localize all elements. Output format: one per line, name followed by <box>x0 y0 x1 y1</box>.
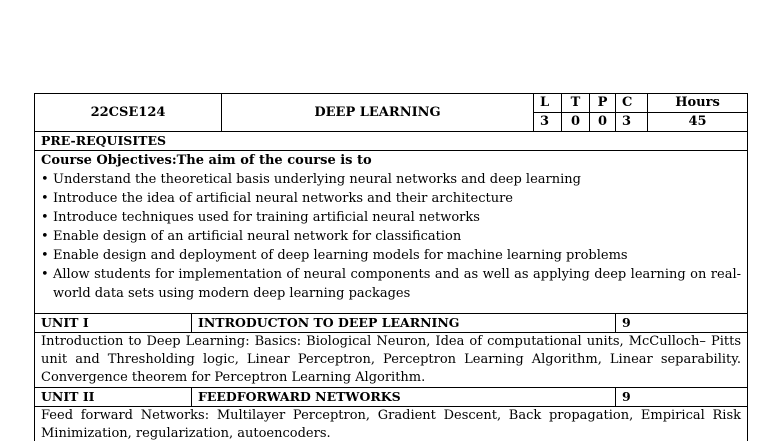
objective-item: • Understand the theoretical basis underlying neural networks and deep learning <box>41 170 741 189</box>
ltpc-header-p: P <box>590 94 616 113</box>
objective-item: • Enable design and deployment of deep learning models for machine learning problems <box>41 246 741 265</box>
unit-2-label: UNIT II <box>35 388 192 407</box>
course-code: 22CSE124 <box>35 94 222 132</box>
unit-2-title: FEEDFORWARD NETWORKS <box>192 388 616 407</box>
prerequisites-label: PRE-REQUISITES <box>35 132 748 151</box>
ltpc-value-p: 0 <box>590 113 616 132</box>
hours-header: Hours <box>648 94 748 113</box>
unit-1-content: Introduction to Deep Learning: Basics: Biological Neuron, Idea of computational units, McCulloch– Pitts unit and Thresholding logic, Linear Perceptron, Perceptron Learning Algorithm, Linear separability. Convergence theorem for Perceptron Learning Algorithm. <box>35 333 748 388</box>
unit-2-content: Feed forward Networks: Multilayer Perceptron, Gradient Descent, Back propagation, Empirical Risk Minimization, regularization, autoencoders. <box>35 407 748 441</box>
unit-1-label: UNIT I <box>35 314 192 333</box>
objective-item: • Enable design of an artificial neural network for classification <box>41 227 741 246</box>
ltpc-value-l: 3 <box>534 113 562 132</box>
objectives-list <box>41 170 741 303</box>
unit-1-hours: 9 <box>616 314 748 333</box>
objective-item: • Allow students for implementation of neural components and as well as applying deep learning on real-world data sets using modern deep learning packages <box>41 265 741 303</box>
ltpc-value-c: 3 <box>616 113 648 132</box>
ltpc-header-l: L <box>534 94 562 113</box>
objective-item: • Introduce techniques used for training artificial neural networks <box>41 208 741 227</box>
objective-item: • Introduce the idea of artificial neural networks and their architecture <box>41 189 741 208</box>
course-objectives <box>35 151 748 314</box>
ltpc-header-c: C <box>616 94 648 113</box>
objectives-title: Course Objectives:The aim of the course is to <box>41 153 372 168</box>
hours-value: 45 <box>648 113 748 132</box>
unit-2-hours: 9 <box>616 388 748 407</box>
unit-1-title: INTRODUCTON TO DEEP LEARNING <box>192 314 616 333</box>
syllabus-table <box>34 93 748 441</box>
ltpc-value-t: 0 <box>562 113 590 132</box>
ltpc-header-t: T <box>562 94 590 113</box>
course-title: DEEP LEARNING <box>222 94 534 132</box>
